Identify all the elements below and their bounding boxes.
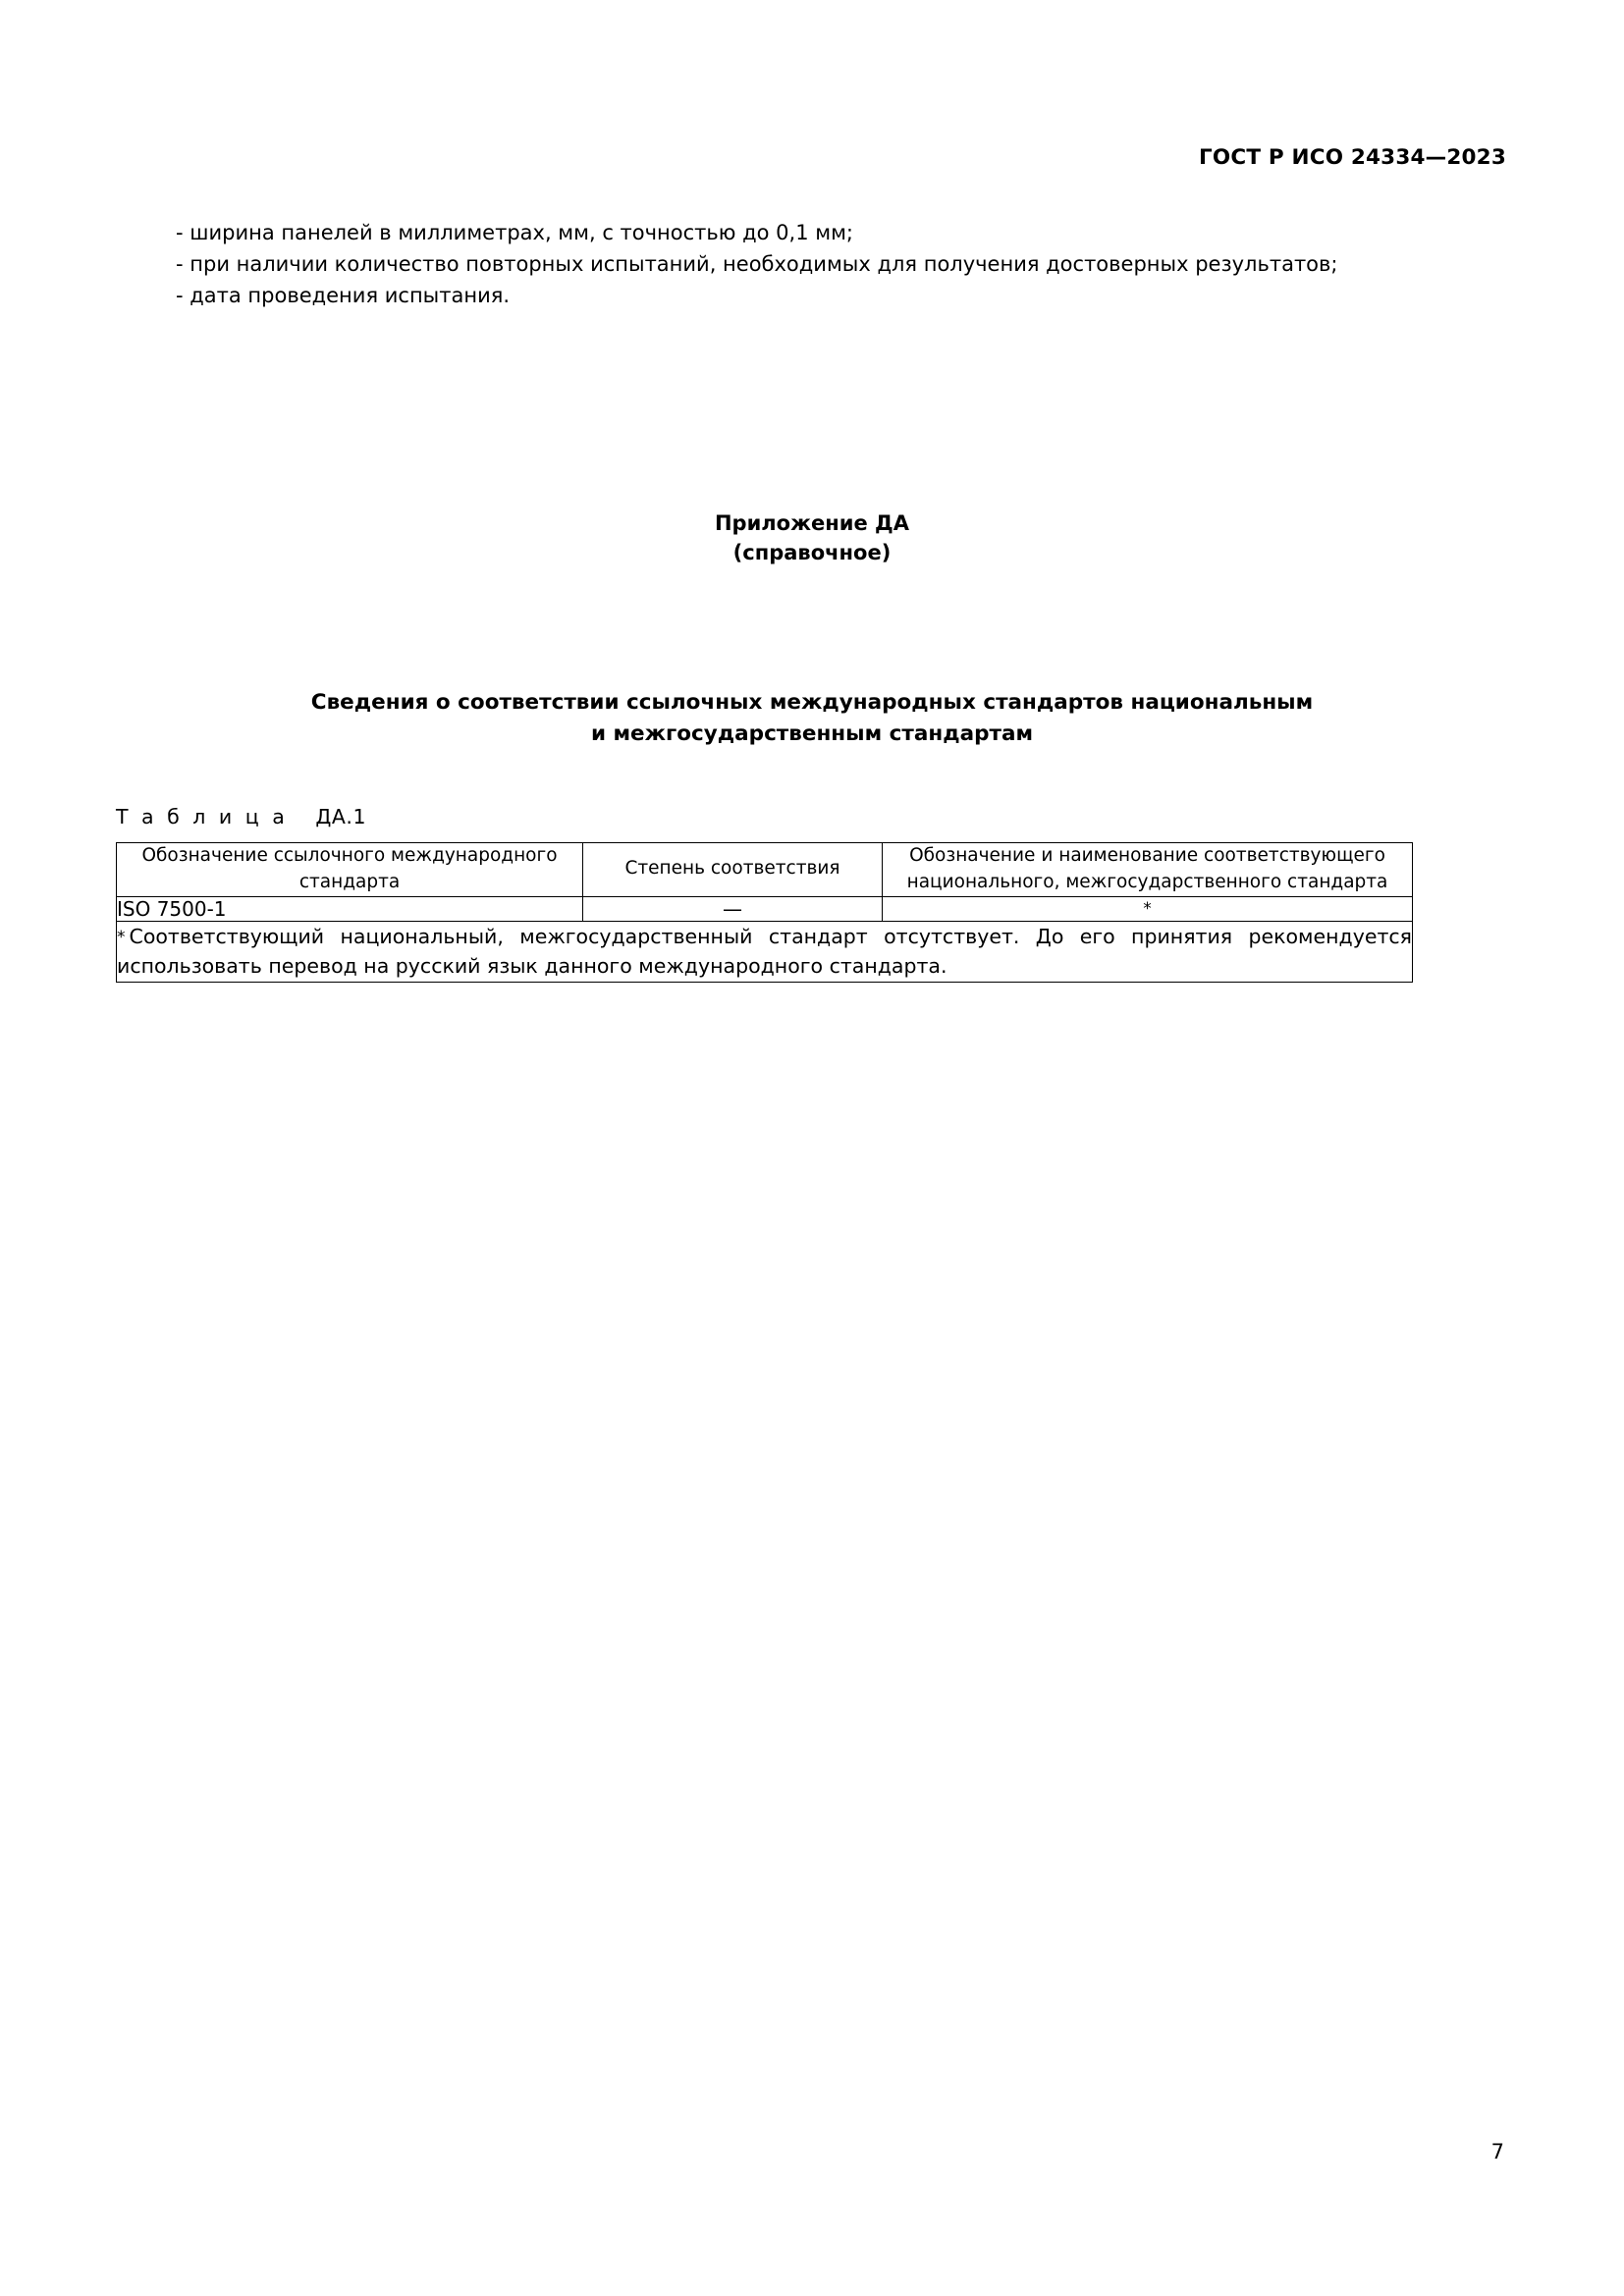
section-heading	[0, 687, 1624, 751]
appendix-title-block	[0, 508, 1624, 568]
list-item: - дата проведения испытания.	[176, 283, 511, 307]
table-column-header-conformity: Степень соответствия	[583, 843, 883, 897]
conformity-table-wrapper	[116, 842, 1412, 983]
table-note-cell	[117, 921, 1413, 983]
section-heading-line2: и межгосударственным стандартам	[590, 721, 1034, 747]
table-row	[117, 896, 1413, 921]
table-column-header-national: Обозначение и наименование соответствующего национального, межгосударственного стандарта	[883, 843, 1413, 897]
appendix-title: Приложение ДА	[714, 511, 909, 535]
table-caption	[116, 805, 366, 828]
list-item: - ширина панелей в миллиметрах, мм, с точностью до 0,1 мм;	[176, 221, 853, 244]
table-note-marker: *	[117, 927, 126, 947]
conformity-table	[116, 842, 1413, 983]
section-heading-line1: Сведения о соответствии ссылочных международных стандартов национальным	[310, 690, 1314, 715]
table-caption-prefix: Т а б л и ц а	[116, 805, 289, 828]
table-cell-standard: ISO 7500-1	[117, 896, 583, 921]
list-item: - при наличии количество повторных испытаний, необходимых для получения достоверных результатов;	[176, 251, 1338, 276]
table-header-row	[117, 843, 1413, 897]
table-column-header-standard: Обозначение ссылочного международного стандарта	[117, 843, 583, 897]
appendix-subtitle: (справочное)	[732, 541, 892, 565]
table-cell-conformity: —	[583, 896, 883, 921]
table-note-row	[117, 921, 1413, 983]
document-header-standard-id: ГОСТ Р ИСО 24334—2023	[1198, 145, 1506, 170]
table-note-text: Соответствующий национальный, межгосударственный стандарт отсутствует. До его принятия рекомендуется использовать перевод на русский язык данного международного стандарта.	[117, 924, 1412, 979]
intro-requirements-list	[110, 218, 1435, 312]
table-cell-national: *	[883, 896, 1413, 921]
page-number: 7	[1490, 2140, 1504, 2163]
table-caption-number: ДА.1	[315, 805, 366, 828]
